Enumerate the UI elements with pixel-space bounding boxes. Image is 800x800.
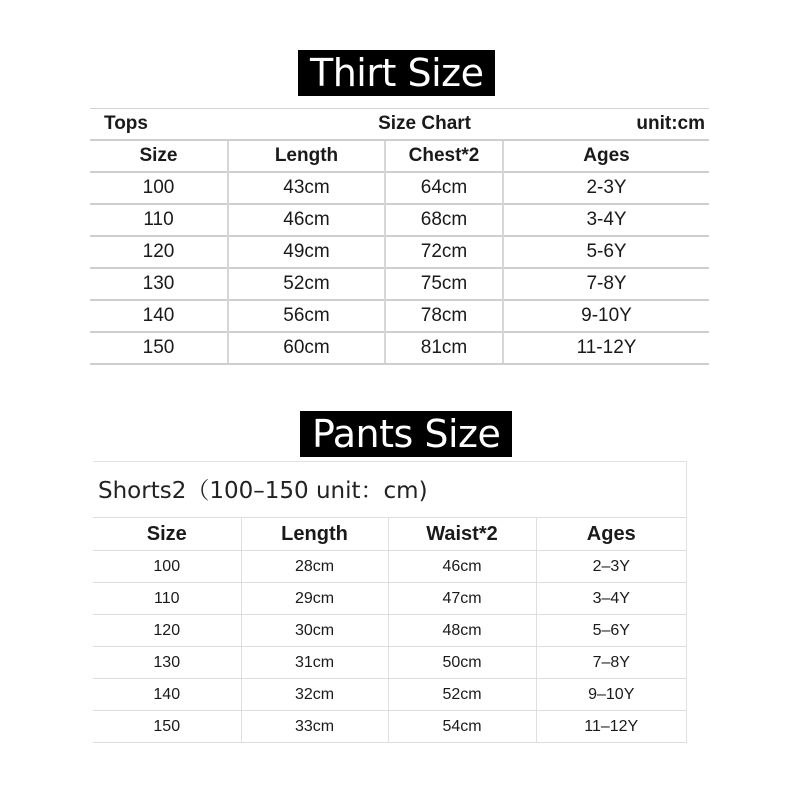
table-cell: 5–6Y (536, 615, 686, 647)
table-cell: 31cm (241, 647, 388, 679)
table-header-row (93, 518, 686, 551)
table-cell: 33cm (241, 711, 388, 743)
table-cell: 64cm (385, 172, 503, 204)
table-cell: 52cm (228, 268, 385, 300)
table-cell: 9–10Y (536, 679, 686, 711)
table-cell: 120 (93, 615, 241, 647)
table-row (90, 300, 709, 332)
table-row (93, 615, 686, 647)
table-cell: 140 (93, 679, 241, 711)
table-cell: 7–8Y (536, 647, 686, 679)
table-cell: 46cm (228, 204, 385, 236)
table-cell: 7-8Y (503, 268, 709, 300)
table-row (93, 679, 686, 711)
table-cell: 46cm (388, 551, 536, 583)
table-cell: 100 (90, 172, 228, 204)
tops-size-table (90, 108, 709, 365)
table-cell: 47cm (388, 583, 536, 615)
table-cell: 48cm (388, 615, 536, 647)
column-header: Size (90, 140, 228, 172)
table-cell: 5-6Y (503, 236, 709, 268)
table-cell: 150 (93, 711, 241, 743)
table-cell: 110 (90, 204, 228, 236)
table-cell: 100 (93, 551, 241, 583)
table-cell: 140 (90, 300, 228, 332)
table-cell: 2-3Y (503, 172, 709, 204)
table-cell: 72cm (385, 236, 503, 268)
pants-size-chart (93, 461, 687, 743)
table-cell: 81cm (385, 332, 503, 364)
table-cell: 130 (93, 647, 241, 679)
table-cell: 43cm (228, 172, 385, 204)
table-title-row (90, 109, 709, 141)
table-cell: 120 (90, 236, 228, 268)
column-header: Ages (536, 518, 686, 551)
tops-category-label: Tops (90, 109, 228, 141)
table-cell: 52cm (388, 679, 536, 711)
table-cell: 75cm (385, 268, 503, 300)
table-cell: 11-12Y (503, 332, 709, 364)
table-cell: 3-4Y (503, 204, 709, 236)
table-cell: 78cm (385, 300, 503, 332)
table-row (90, 236, 709, 268)
table-cell: 60cm (228, 332, 385, 364)
table-cell: 9-10Y (503, 300, 709, 332)
table-cell: 50cm (388, 647, 536, 679)
table-cell: 56cm (228, 300, 385, 332)
unit-label: unit:cm (503, 109, 709, 141)
pants-size-banner: Pants Size (300, 411, 512, 457)
table-row (93, 583, 686, 615)
table-cell: 11–12Y (536, 711, 686, 743)
table-cell: 3–4Y (536, 583, 686, 615)
size-chart-label: Size Chart (228, 109, 503, 141)
table-row (90, 268, 709, 300)
column-header: Length (241, 518, 388, 551)
table-cell: 150 (90, 332, 228, 364)
table-cell: 68cm (385, 204, 503, 236)
table-row (90, 204, 709, 236)
table-row (93, 551, 686, 583)
pants-size-table (93, 517, 686, 743)
table-row (90, 172, 709, 204)
table-cell: 54cm (388, 711, 536, 743)
tops-size-banner: Thirt Size (298, 50, 495, 96)
shorts-title: Shorts2（100–150 unit：cm) (98, 478, 428, 504)
table-cell: 130 (90, 268, 228, 300)
table-cell: 110 (93, 583, 241, 615)
table-cell: 32cm (241, 679, 388, 711)
column-header: Size (93, 518, 241, 551)
column-header: Ages (503, 140, 709, 172)
column-header: Chest*2 (385, 140, 503, 172)
table-row (93, 647, 686, 679)
table-cell: 2–3Y (536, 551, 686, 583)
table-cell: 28cm (241, 551, 388, 583)
table-cell: 29cm (241, 583, 388, 615)
table-cell: 49cm (228, 236, 385, 268)
table-header-row (90, 140, 709, 172)
table-row (93, 711, 686, 743)
column-header: Length (228, 140, 385, 172)
column-header: Waist*2 (388, 518, 536, 551)
table-cell: 30cm (241, 615, 388, 647)
table-row (90, 332, 709, 364)
